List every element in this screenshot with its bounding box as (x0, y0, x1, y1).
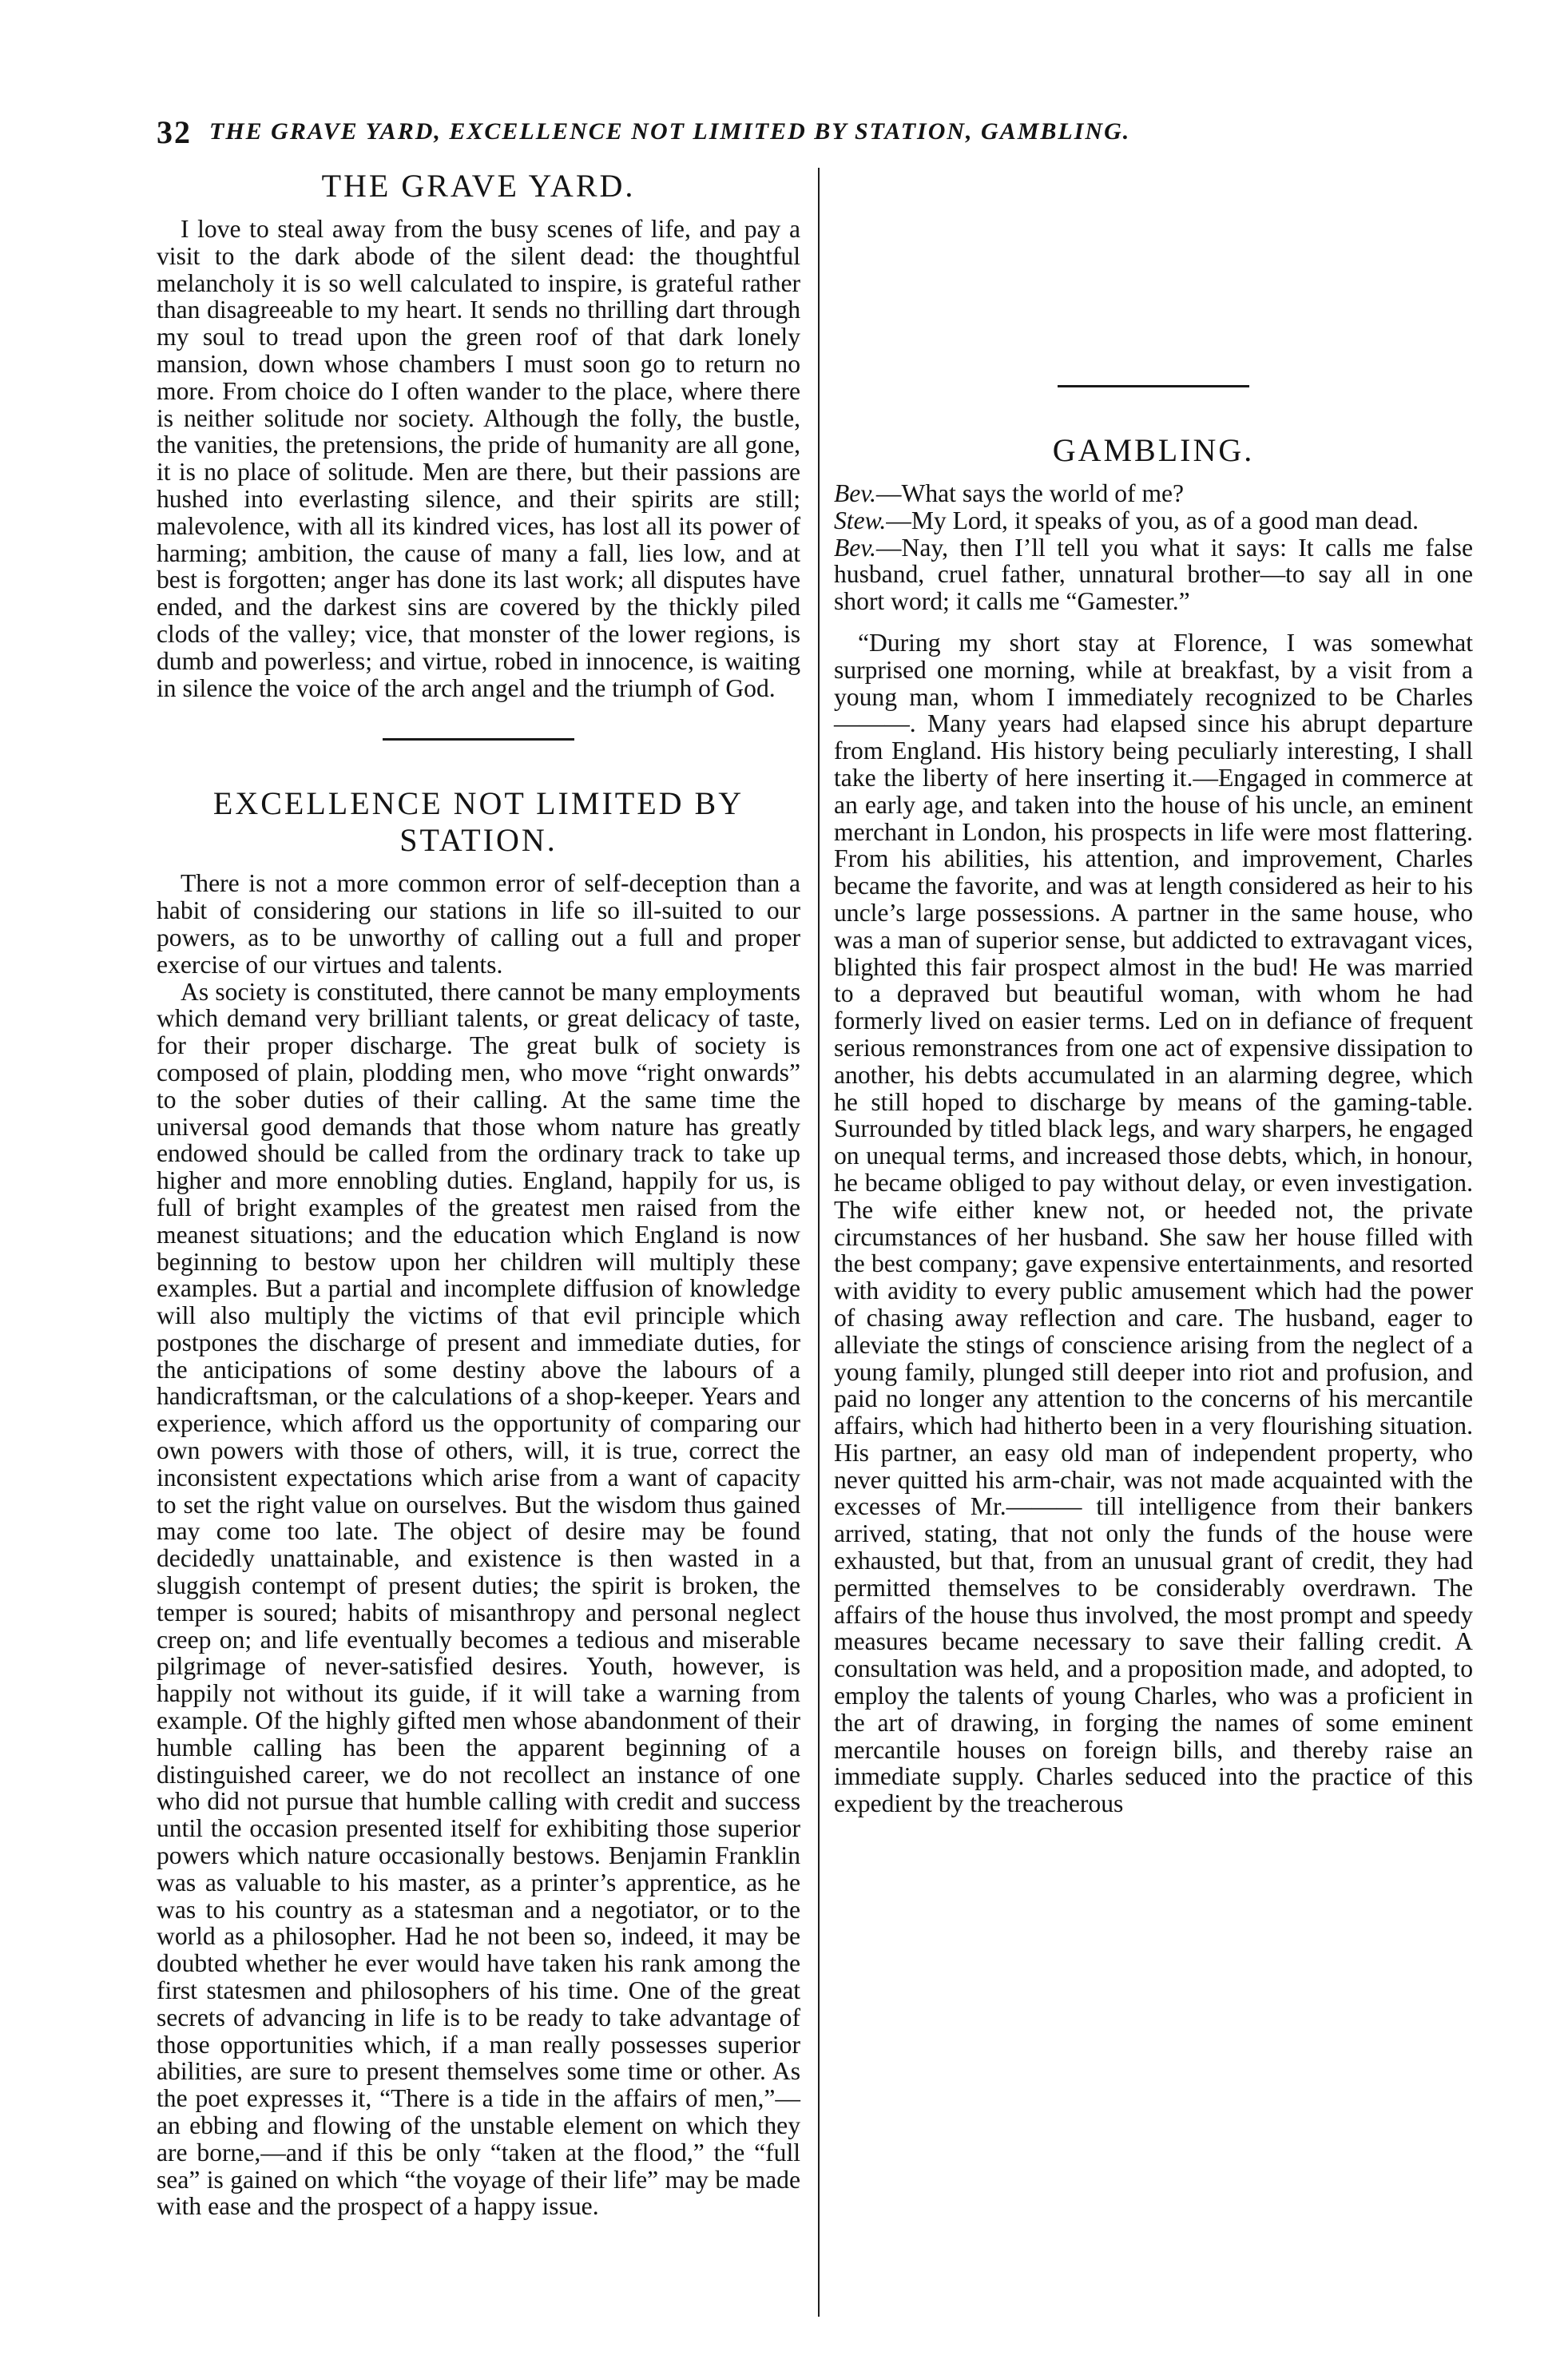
running-head (157, 113, 1403, 152)
grave-yard-title: THE GRAVE YARD. (321, 168, 636, 204)
excellence-paragraph: As society is constituted, there cannot be many employments which demand very brilliant talents, or great delicacy of taste, for their proper discharge. The great bulk of society is composed of plain, plodding men, who move “right onwards” to the sober duties of their calling. At the same time the universal good demands that those whom nature has greatly endowed should be called from the ordinary track to take up higher and more ennobling duties. England, happily for us, is full of bright examples of the greatest men raised from the meanest situations; and the education which England is now beginning to bestow upon her children will multiply these examples. But a partial and incomplete diffusion of knowledge will also multiply the victims of that evil principle which postpones the discharge of present and immediate duties, for the anticipations of some destiny above the labours of a handicraftsman, or the calculations of a shop-keeper. Years and experience, which afford us the opportunity of comparing our own powers with those of others, will, it is true, correct the inconsistent expectations which arise from a want of capacity to set the right value on ourselves. But the wisdom thus gained may come too late. The object of desire may be found decidedly unattainable, and existence is then wasted in a sluggish contempt of present duties; the spirit is broken, the temper is soured; habits of misanthropy and personal neglect creep on; and life eventually becomes a tedious and miserable pilgrimage of never-satisfied desires. Youth, however, is happily not without its guide, if it will take a warning from example. Of the highly gifted men whose abandonment of their humble calling has been the apparent beginning of a distinguished career, we do not recollect an instance of one who did not pursue that humble calling with credit and success until the occasion presented itself for exhibiting those superior powers which nature occasionally bestows. Benjamin Franklin was as valuable to his master, as a printer’s apprentice, as he was to his country as a statesman and a negotiator, or to the world as a philosopher. Had he not been so, indeed, it may be doubted whether he ever would have taken his rank among the first statesmen and philosophers of his time. One of the great secrets of advancing in life is to be ready to take advantage of those opportunities which, if a man really possesses superior abilities, are sure to present themselves some time or other. As the poet expresses it, “There is a tide in the affairs of men,”—an ebbing and flowing of the unstable element on which they are borne,—and if this be only “taken at the flood,” the “full sea” is gained on which “the voyage of their life” may be made with ease and the prospect of a happy issue. (157, 977, 800, 2221)
right-column (834, 168, 1473, 1817)
dialogue-line (834, 507, 1473, 534)
dialogue-line (834, 534, 1473, 615)
speaker-name: Stew. (834, 506, 887, 534)
column-divider (818, 168, 820, 2317)
excellence-paragraph: There is not a more common error of self-deception than a habit of considering our stations in life so ill-suited to our powers, as to be unworthy of calling out a full and proper exercise of our virtues and talents. (157, 869, 800, 979)
dialogue-text: —My Lord, it speaks of you, as of a good man dead. (886, 506, 1419, 534)
section-divider (383, 738, 574, 741)
running-head-title: THE GRAVE YARD, EXCELLENCE NOT LIMITED BY STATION, GAMBLING. (209, 118, 1131, 145)
gambling-dialogue (834, 480, 1473, 615)
gambling-text: “During my short stay at Florence, I was somewhat surprised one morning, while at breakfast, by a visit from a young man, whom I immediately recognized to be Charles———. Many years had elapsed since his abrupt departure from England. His history being peculiarly interesting, I shall take the liberty of here inserting it.—Engaged in commerce at an early age, and taken into the house of his uncle, an eminent merchant in London, his prospects in life were most flattering. From his abilities, his attention, and improvement, Charles became the favorite, and was at length considered as heir to his uncle’s large possessions. A partner in the same house, who was a man of superior sense, but addicted to extravagant vices, blighted this fair prospect almost in the bud! He was married to a depraved but beautiful woman, with whom he had formerly lived on easier terms. Led on in defiance of frequent serious remonstrances from one act of expensive dissipation to another, his debts accumulated in an alarming degree, which he still hoped to discharge by means of the gaming-table. Surrounded by titled black legs, and wary sharpers, he engaged on unequal terms, and increased those debts, which, in honour, he became obliged to pay without delay, or even investigation. The wife either knew not, or heeded not, the private circumstances of her husband. She saw her house filled with the best company; gave expensive entertainments, and resorted with avidity to every public amusement which had the power of chasing away reflection and care. The husband, eager to alleviate the stings of conscience arising from the neglect of a young family, plunged still deeper into riot and profusion, and paid no longer any attention to the concerns of his mercantile affairs, which had hitherto been in a very flourishing situation. His partner, an easy old man of independent property, who never quitted his arm-chair, was not made acquainted with the excesses of Mr.——— till intelligence from their bankers arrived, stating, that not only the funds of the house were exhausted, but that, from an unusual grant of credit, they had permitted themselves to be considerably overdrawn. The affairs of the house thus involved, the most prompt and speedy measures became necessary to save their falling credit. A consultation was held, and a proposition made, and adopted, to employ the talents of young Charles, who was a proficient in the art of drawing, in forging the names of some eminent mercantile houses on foreign bills, and thereby raise an immediate supply. Charles seduced into the practice of this expedient by the treacherous (834, 628, 1473, 1818)
dialogue-text: —Nay, then I’ll tell you what it says: It calls me false husband, cruel father, unnatural brother—to say all in one short word; it calls me “Gamester.” (834, 533, 1473, 616)
gambling-title: GAMBLING. (1052, 432, 1255, 468)
dialogue-line (834, 480, 1473, 507)
dialogue-text: —What says the world of me? (875, 479, 1185, 507)
speaker-name: Bev. (834, 533, 876, 562)
page-number: 32 (157, 114, 192, 150)
excellence-title: EXCELLENCE NOT LIMITED BY STATION. (212, 785, 744, 859)
grave-yard-text: I love to steal away from the busy scenes of life, and pay a visit to the dark abode of the silent dead: the thoughtful melancholy it is so well calculated to inspire, is grateful rather than disagreeable to my heart. It sends no thrilling dart through my soul to tread upon the green roof of that dark lonely mansion, down whose chambers I must soon go to return no more. From choice do I often wander to the place, where there is neither solitude nor society. Although the folly, the bustle, the vanities, the pretensions, the pride of humanity are all gone, it is no place of solitude. Men are there, but their passions are hushed into everlasting silence, and their spirits are still; malevolence, with all its kindred vices, has lost all its power of harming; ambition, the cause of many a fall, lies low, and at best is forgotten; anger has done its last work; all disputes have ended, and the darkest sins are covered by the thickly piled clods of the valley; vice, that monster of the lower regions, is dumb and powerless; and virtue, robed in innocence, is waiting in silence the voice of the arch angel and the triumph of God. (157, 215, 800, 702)
speaker-name: Bev. (834, 479, 876, 507)
section-divider (1058, 385, 1249, 387)
left-column (157, 168, 800, 2220)
